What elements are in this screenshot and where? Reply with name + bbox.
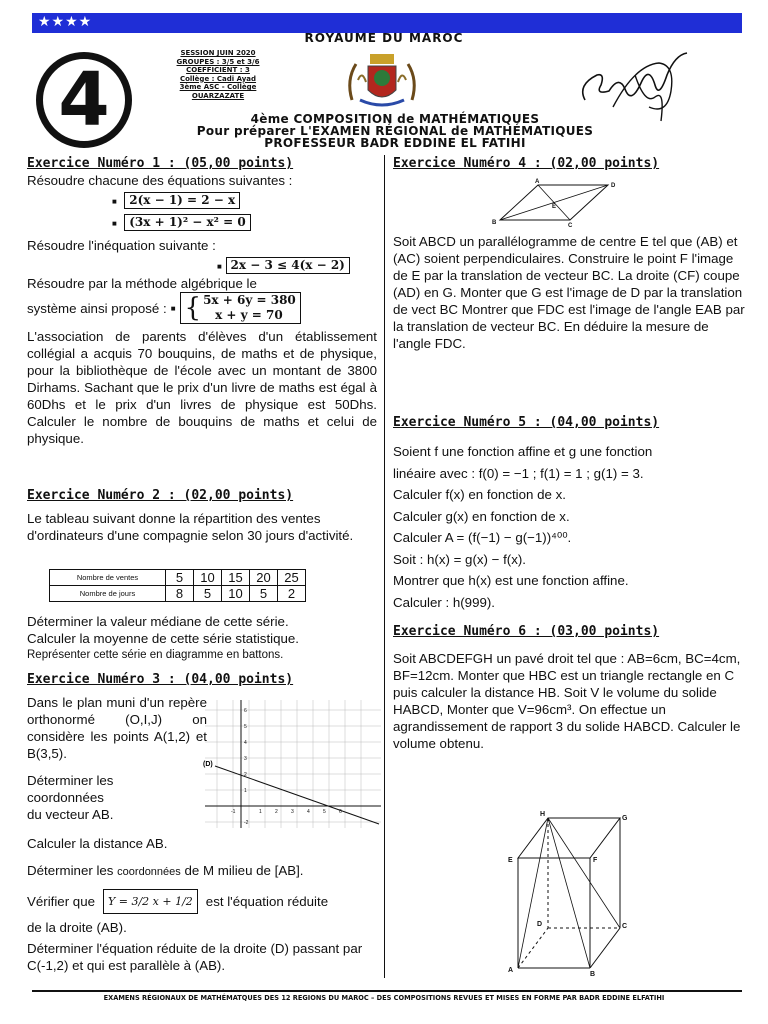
column-divider bbox=[384, 155, 385, 978]
table-row bbox=[50, 570, 306, 586]
ex3-p3: Calculer la distance AB. bbox=[27, 836, 168, 851]
ex3-p4a: Déterminer les bbox=[27, 863, 114, 878]
svg-text:F: F bbox=[593, 857, 598, 864]
ex5-line: Soit : h(x) = g(x) − f(x). bbox=[393, 551, 526, 567]
svg-text:D: D bbox=[611, 183, 616, 189]
ex1-system-intro-2: système ainsi proposé : bbox=[27, 300, 167, 316]
ex1-equation-2: ■ (3x + 1)² − x² = 0 bbox=[112, 213, 377, 232]
session-line: 3ème ASC - Collège bbox=[179, 83, 257, 92]
header-titles bbox=[150, 113, 640, 149]
stars: ★★★★ bbox=[38, 14, 93, 30]
table-cell: 15 bbox=[222, 570, 250, 586]
table-cell: 5 bbox=[250, 586, 278, 602]
ex3-p4c: de M milieu de [AB]. bbox=[184, 863, 304, 878]
ex5-line: Soient f une fonction affine et g une fonction bbox=[393, 444, 653, 459]
exercise-3 bbox=[27, 671, 377, 688]
table-cell: 10 bbox=[194, 570, 222, 586]
exam-title: Pour préparer L'EXAMEN RÉGIONAL de MATHÉMATIQUES bbox=[196, 124, 594, 138]
ex1-system-intro: Résoudre par la méthode algébrique le bbox=[27, 276, 257, 291]
cuboid-figure bbox=[500, 808, 640, 980]
system-box: { 5x + 6y = 380 x + y = 70 bbox=[180, 292, 301, 324]
svg-text:6: 6 bbox=[339, 809, 342, 815]
ex3-p4 bbox=[27, 862, 382, 881]
professor-name: PROFESSEUR BADR EDDINE EL FATIHI bbox=[264, 136, 526, 150]
svg-text:1: 1 bbox=[244, 788, 247, 794]
exercise-1 bbox=[27, 155, 377, 447]
ex3-p5c: de la droite (AB). bbox=[27, 920, 127, 935]
svg-text:D: D bbox=[537, 921, 543, 928]
exercise-6-title: Exercice Numéro 6 : (03,00 points) bbox=[393, 624, 660, 639]
svg-text:-2: -2 bbox=[244, 820, 249, 826]
ex1-equation-1: ■ 2(x − 1) = 2 − x bbox=[112, 191, 377, 210]
coat-of-arms-icon bbox=[342, 50, 422, 112]
ex1-system: système ainsi proposé : ■ { 5x + 6y = 380 x + y = 70 bbox=[27, 292, 377, 324]
country-title: ROYAUME DU MAROC bbox=[304, 31, 464, 45]
table-cell: 10 bbox=[222, 586, 250, 602]
ex4-text: Soit ABCD un parallélogramme de centre E tel que (AB) et (AC) soient perpendiculaires. Construire le point F l'image de E par la translation de vecteur BC. La droite (CF) coupe (AD) en G. Monter que G est l'image de D par la translation de vect BC Montrer que FDC est l'image de l'angle EAB par la translation de vecteur BC. En déduire la mesure de l'angle FDC. bbox=[393, 234, 745, 351]
ex3-p6: Déterminer l'équation réduite de la droite (D) passant par C(-1,2) et qui est parallèle à (AB). bbox=[27, 941, 363, 973]
session-info bbox=[148, 49, 288, 101]
ex3-p4b: coordonnées bbox=[117, 866, 181, 878]
svg-text:5: 5 bbox=[244, 724, 247, 730]
exercise-5-title: Exercice Numéro 5 : (04,00 points) bbox=[393, 415, 660, 430]
svg-text:4: 4 bbox=[244, 740, 247, 746]
header-bar bbox=[32, 13, 742, 33]
system-line: x + y = 70 bbox=[215, 308, 283, 322]
table-cell: 5 bbox=[166, 570, 194, 586]
ex5-line: Calculer f(x) en fonction de x. bbox=[393, 487, 566, 502]
ex1-intro: Résoudre chacune des équations suivantes : bbox=[27, 173, 293, 188]
svg-text:B: B bbox=[492, 220, 497, 226]
footer-line bbox=[32, 990, 742, 992]
ex1-problem: L'association de parents d'élèves d'un établissement collégial a acquis 70 bouquins, de maths et de physique, pour la bibliothèque de l'école avec un montant de 3800 Dirhams. Sachant que le prix d'un livre de maths est égal à 60Dhs et le prix d'un livres de physique est 50Dhs. Calculer le nombre de bouquins de maths et celui de physique. bbox=[27, 329, 377, 446]
ex2-q2: Calculer la moyenne de cette série statistique. bbox=[27, 631, 299, 646]
equation-box: (3x + 1)² − x² = 0 bbox=[124, 214, 250, 231]
ex3-p5 bbox=[27, 889, 382, 914]
footer-text: EXAMENS RÉGIONAUX DE MATHÉMATQUES DES 12 REGIONS DU MAROC – DES COMPOSITIONS REVUES ET MISES EN FORME PAR BADR EDDINE ELFATIHI bbox=[103, 994, 665, 1002]
table-cell: Nombre de ventes bbox=[50, 570, 166, 586]
exercise-4-title: Exercice Numéro 4 : (02,00 points) bbox=[393, 156, 660, 171]
system-line: 5x + 6y = 380 bbox=[203, 293, 296, 307]
ex5-line: Calculer : h(999). bbox=[393, 594, 495, 610]
svg-text:C: C bbox=[622, 923, 628, 930]
exercise-1-title: Exercice Numéro 1 : (05,00 points) bbox=[27, 156, 294, 171]
exercise-6 bbox=[393, 623, 745, 752]
ex3-p2a: Déterminer les coordonnées bbox=[27, 773, 114, 805]
ex5-line: Montrer que h(x) est une fonction affine. bbox=[393, 573, 629, 588]
ex1-ineq-intro: Résoudre l'inéquation suivante : bbox=[27, 238, 216, 253]
table-cell: Nombre de jours bbox=[50, 586, 166, 602]
exercise-4 bbox=[393, 155, 745, 172]
session-line: SESSION JUIN 2020 bbox=[180, 49, 256, 57]
session-line: Collège : Cadi Ayad bbox=[179, 74, 257, 83]
svg-text:G: G bbox=[622, 815, 628, 822]
svg-text:2: 2 bbox=[244, 772, 247, 778]
session-line: OUARZAZATE bbox=[191, 91, 245, 100]
svg-text:4: 4 bbox=[307, 809, 310, 815]
sales-table bbox=[49, 569, 306, 602]
axis-ticks bbox=[231, 708, 342, 826]
ex2-q3: Représenter cette série en diagramme en battons. bbox=[27, 649, 284, 661]
composition-title: 4ème COMPOSITION de MATHÉMATIQUES bbox=[250, 112, 540, 126]
line-d-label: (D) bbox=[203, 761, 213, 768]
ex5-line: linéaire avec : f(0) = −1 ; f(1) = 1 ; g(1) = 3. bbox=[393, 465, 644, 481]
svg-text:H: H bbox=[540, 811, 546, 818]
session-line: COEFFICIENT : 3 bbox=[186, 66, 250, 75]
svg-text:1: 1 bbox=[259, 809, 262, 815]
ex5-line: Calculer g(x) en fonction de x. bbox=[393, 508, 570, 524]
svg-text:3: 3 bbox=[244, 756, 247, 762]
svg-text:3: 3 bbox=[291, 809, 294, 815]
ex3-p2 bbox=[27, 772, 177, 823]
table-cell: 25 bbox=[278, 570, 306, 586]
ex3-p2b: du vecteur AB. bbox=[27, 807, 114, 822]
exercise-2-title: Exercice Numéro 2 : (02,00 points) bbox=[27, 488, 294, 503]
table-row bbox=[50, 586, 306, 602]
table-cell: 20 bbox=[250, 570, 278, 586]
ex3-p1: Dans le plan muni d'un repère orthonormé (O,I,J) on considère les points A(1,2) et B(3,5). bbox=[27, 695, 207, 761]
composition-number: 4 bbox=[36, 52, 132, 148]
svg-text:2: 2 bbox=[275, 809, 278, 815]
exercise-2 bbox=[27, 487, 377, 544]
table-cell: 8 bbox=[166, 586, 194, 602]
svg-text:E: E bbox=[508, 857, 513, 864]
ex3-p5b: est l'équation réduite bbox=[205, 894, 329, 909]
svg-text:A: A bbox=[535, 179, 540, 185]
inequation-box: 2x − 3 ≤ 4(x − 2) bbox=[226, 257, 350, 274]
svg-text:C: C bbox=[568, 223, 573, 229]
exercise-5 bbox=[393, 414, 745, 613]
svg-text:E: E bbox=[552, 204, 557, 210]
parallelogram-figure bbox=[490, 178, 620, 228]
coordinate-graph bbox=[205, 700, 381, 828]
ex3-p5a: Vérifier que bbox=[27, 894, 95, 909]
session-line: GROUPES : 3/5 et 3/6 bbox=[176, 57, 260, 66]
svg-text:B: B bbox=[590, 971, 596, 978]
table-cell: 2 bbox=[278, 586, 306, 602]
ex5-line: Calculer A = (f(−1) − g(−1))⁴⁰⁰. bbox=[393, 530, 572, 545]
svg-text:-1: -1 bbox=[231, 809, 236, 815]
table-cell: 5 bbox=[194, 586, 222, 602]
exercise-3-title: Exercice Numéro 3 : (04,00 points) bbox=[27, 672, 294, 687]
ex6-text: Soit ABCDEFGH un pavé droit tel que : AB=6cm, BC=4cm, BF=12cm. Monter que HBC est un triangle rectangle en C puis calculer la distance HB. Soit V le volume du solide HABCD, Monter que V=96cm³. On effectue un agrandissement de rapport 3 du solide HABCD. Calculer le volume obtenu. bbox=[393, 651, 741, 751]
equation-box: Y = 3/2 x + 1/2 bbox=[103, 889, 198, 914]
ex2-questions bbox=[27, 613, 382, 664]
svg-text:A: A bbox=[508, 967, 514, 974]
ex2-intro: Le tableau suivant donne la répartition des ventes d'ordinateurs d'une compagnie selon 30 jours d'activité. bbox=[27, 511, 354, 543]
ex2-q1: Déterminer la valeur médiane de cette série. bbox=[27, 614, 289, 629]
ex1-inequation: ■ 2x − 3 ≤ 4(x − 2) bbox=[217, 256, 377, 275]
equation-box: 2(x − 1) = 2 − x bbox=[124, 192, 240, 209]
svg-text:5: 5 bbox=[323, 809, 326, 815]
svg-text:6: 6 bbox=[244, 708, 247, 714]
